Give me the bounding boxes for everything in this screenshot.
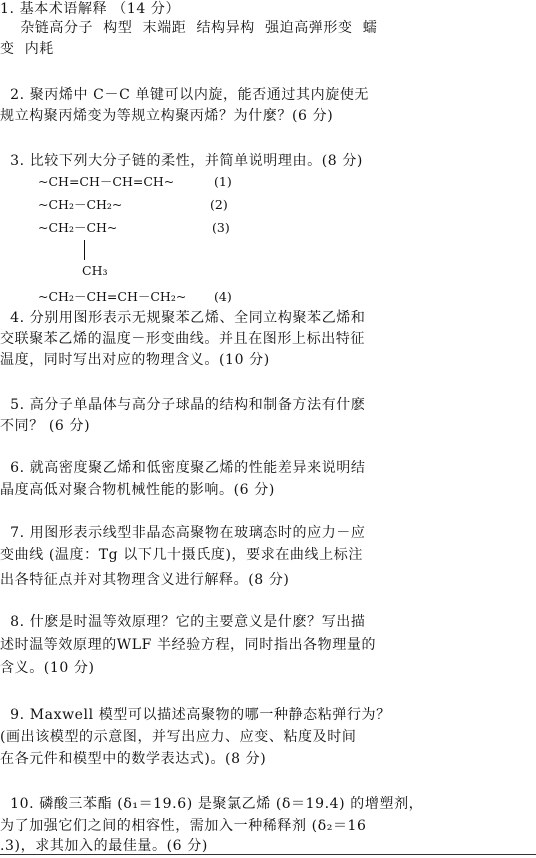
q5-line1: 5. 高分子单晶体与高分子球晶的结构和制备方法有什麽 (0, 397, 366, 413)
q10-line3: .3)，求其加入的最佳量。(6 分) (0, 838, 208, 854)
q4-line3: 温度，同时写出对应的物理含义。(10 分) (0, 352, 270, 368)
q4-line2: 交联聚苯乙烯的温度－形变曲线。并且在图形上标出特征 (0, 331, 365, 347)
q10-line1: 10. 磷酸三苯酯 (δ₁＝19.6) 是聚氯乙烯 (δ＝19.4) 的增塑剂， (0, 796, 424, 812)
q3-formula-1-number: (1) (214, 174, 232, 189)
q2-line1: 2. 聚丙烯中 C－C 单键可以内旋，能否通过其内旋使无 (0, 87, 370, 103)
q9-line3: 在各元件和模型中的数学表达式)。(8 分) (0, 751, 267, 767)
q3-formula-2-number: (2) (210, 197, 228, 212)
q10-line2: 为了加强它们之间的相容性，需加入一种稀释剂 (δ₂＝16 (0, 818, 367, 834)
q4-line1: 4. 分别用图形表示无规聚苯乙烯、全同立构聚苯乙烯和 (0, 310, 366, 326)
q6-line2: 晶度高低对聚合物机械性能的影响。(6 分) (0, 482, 275, 498)
q9-line2: (画出该模型的示意图，并写出应力、应变、粘度及时间 (0, 729, 357, 745)
q3-formula-3: ~CH₂－CH~ (38, 220, 118, 235)
q2-line2: 规立构聚丙烯变为等规立构聚丙烯？为什麼？(6 分) (0, 108, 334, 124)
q6-line1: 6. 就高密度聚乙烯和低密度聚乙烯的性能差异来说明结 (0, 460, 366, 476)
q3-branch-methyl: CH₃ (82, 263, 108, 278)
q3-line1: 3. 比较下列大分子链的柔性，并简单说明理由。(8 分) (0, 153, 363, 169)
q3-formula-4: ~CH₂－CH=CH－CH₂~ (38, 289, 187, 304)
q7-line2: 变曲线 (温度：Tg 以下几十摄氏度)，要求在曲线上标注 (0, 547, 363, 563)
q8-line1: 8. 什麽是时温等效原理？它的主要意义是什麽？写出描 (0, 614, 366, 630)
q3-formula-1: ~CH=CH－CH=CH~ (38, 174, 175, 189)
q8-line2: 述时温等效原理的WLF 半经验方程，同时指出各物理量的 (0, 637, 377, 653)
q7-line1: 7. 用图形表示线型非晶态高聚物在玻璃态时的应力－应 (0, 525, 366, 541)
q5-line2: 不同？ (6 分) (0, 418, 91, 434)
q1-line3: 变 内耗 (0, 41, 54, 57)
q9-line1: 9. Maxwell 模型可以描述高聚物的哪一种静态粘弹行为？ (0, 707, 391, 723)
q8-line3: 含义。(10 分) (0, 660, 95, 676)
q7-line3: 出各特征点并对其物理含义进行解释。(8 分) (0, 572, 290, 588)
page-bottom-rule (0, 854, 536, 855)
q3-branch-bond (84, 240, 85, 260)
q3-formula-4-number: (4) (214, 289, 232, 304)
q1-line1: 1. 基本术语解释 （14 分） (0, 1, 181, 17)
q3-formula-3-number: (3) (212, 220, 230, 235)
q1-line2: 杂链高分子 构型 末端距 结构异构 强迫高弹形变 蠕 (0, 20, 378, 36)
q3-formula-2: ~CH₂－CH₂~ (38, 197, 123, 212)
